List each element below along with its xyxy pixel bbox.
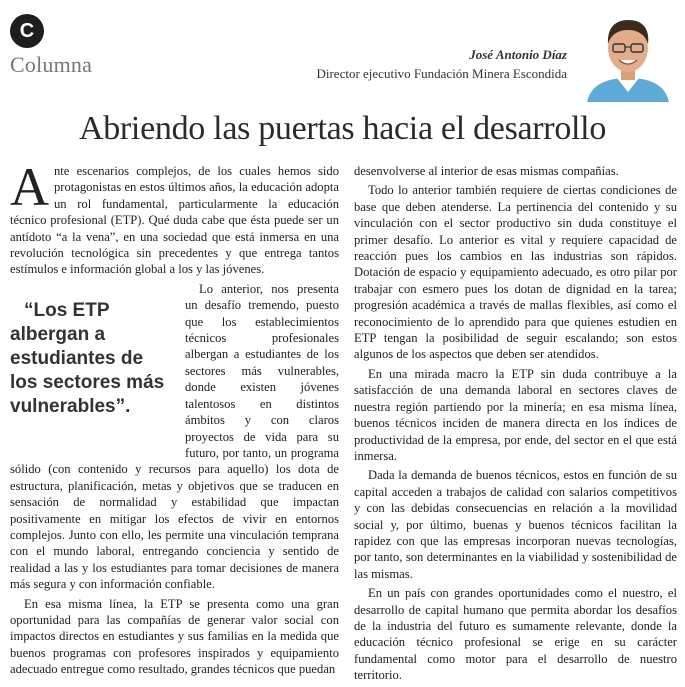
paragraph-text: nte escenarios complejos, de los cuales hemos sido protagonistas en estos últimos años, la educación adopta un rol fundamental, particularmente la educación técnico profesional (ETP). Qué duda cabe que ésta puede ser un antídoto “a la vena”, en una sociedad que está inmersa en una revolución tecnológica sin precedentes y que entrega tantos estímulos e información global a los y las jóvenes.: [10, 164, 339, 277]
paragraph: desenvolverse al interior de esas mismas compañías.: [354, 164, 619, 178]
paragraph: [10, 281, 339, 593]
pull-quote-text: “Los ETP albergan a estudiantes de los sectores más vulnerables”.: [10, 299, 165, 417]
paragraph: [10, 157, 339, 278]
paragraph: En esa misma línea, la ETP se presenta como una gran oportunidad para las compañías de generar valor social con impactos directos en estudiantes y sus familias en la medida que buenos programas con profesores inspirados y equipamiento adecuado entregue como resultado, grandes técnicos que puedan: [10, 596, 339, 677]
paragraph: En una mirada macro la ETP sin duda contribuye a la satisfacción de una demanda laboral en sectores claves de nuestra región partiendo por la minería; en esa misma línea, buenos técnicos inciden de manera directa en los índices de productividad de la empresa, por ende, del sector en el que está inmersa.: [354, 366, 677, 463]
paragraph: Todo lo anterior también requiere de ciertas condiciones de base que deben atenderse. La pertinencia del contenido y su vinculación con el sector productivo sin duda constituye el primer desafío. Lo anterior es vital y requiere capacidad de reacción pues los cambios en las industrias son rápidos. Dotación de espacio y equipamiento adecuado, es otro pilar por trabajar con esmero pues los dotan de dignidad en la tarea; progresión académica a través de mallas flexibles, así como el reconocimiento de lo aprendido para que quienes estudien en ETP tengan la posibilidad de seguir escalando; son estos algunos de los aspectos que deben ser atendidos.: [354, 183, 677, 362]
paragraph: En un país con grandes oportunidades como el nuestro, el desarrollo de capital humano que permita abordar los desafíos de la industria del futuro es sumamente relevante, donde la educación técnico profesional se erige en su carácter fundamental como motor para el desarrollo de nuestro territorio.: [354, 586, 677, 683]
column-badge: C: [10, 14, 44, 48]
author-portrait: [577, 10, 679, 102]
paragraph: Dada la demanda de buenos técnicos, estos en función de su capital acceden a trabajos de calidad con salarios competitivos y con las debidas consecuencias en relación a la movilidad social y, por último, buenas y buenos técnicos facilitan la rapidez con que las empresas incorporan nuevas tecnologías, por tanto, son determinantes en la viabilidad y sostenibilidad de las mismas.: [354, 468, 677, 581]
pull-quote: [10, 285, 175, 453]
author-block: [316, 47, 567, 82]
drop-cap: A: [10, 157, 49, 217]
section-label: Columna: [10, 52, 93, 77]
author-title: Director ejecutivo Fundación Minera Escondida: [316, 66, 567, 81]
article-column-left: [10, 157, 339, 681]
headline: Abriendo las puertas hacia el desarrollo: [78, 110, 607, 147]
paragraph-text: Lo anterior, nos presenta un desafío tremendo, puesto que los establecimientos técnicos profesionales albergan a estudiantes de los sectores más vulnerables, donde existen jóvenes talentosos en distintos ámbitos y con claros proyectos de vida para su futuro, por tanto, un programa sólido (con contenido y recursos para aquello) los dota de estructura, planificación, metas y objetivos que se traducen en sensación de normalidad y estabilidad que impactan positivamente en mitigar los efectos de vivir en entornos complejos. Junto con ello, les permite una vinculación temprana con el mundo laboral, entregando conciencia y sentido de realidad a las y los estudiantes para tomar decisiones de manera más segura y con información confiable.: [10, 281, 339, 592]
article-column-right: [354, 163, 677, 687]
author-name: José Antonio Díaz: [469, 47, 567, 62]
